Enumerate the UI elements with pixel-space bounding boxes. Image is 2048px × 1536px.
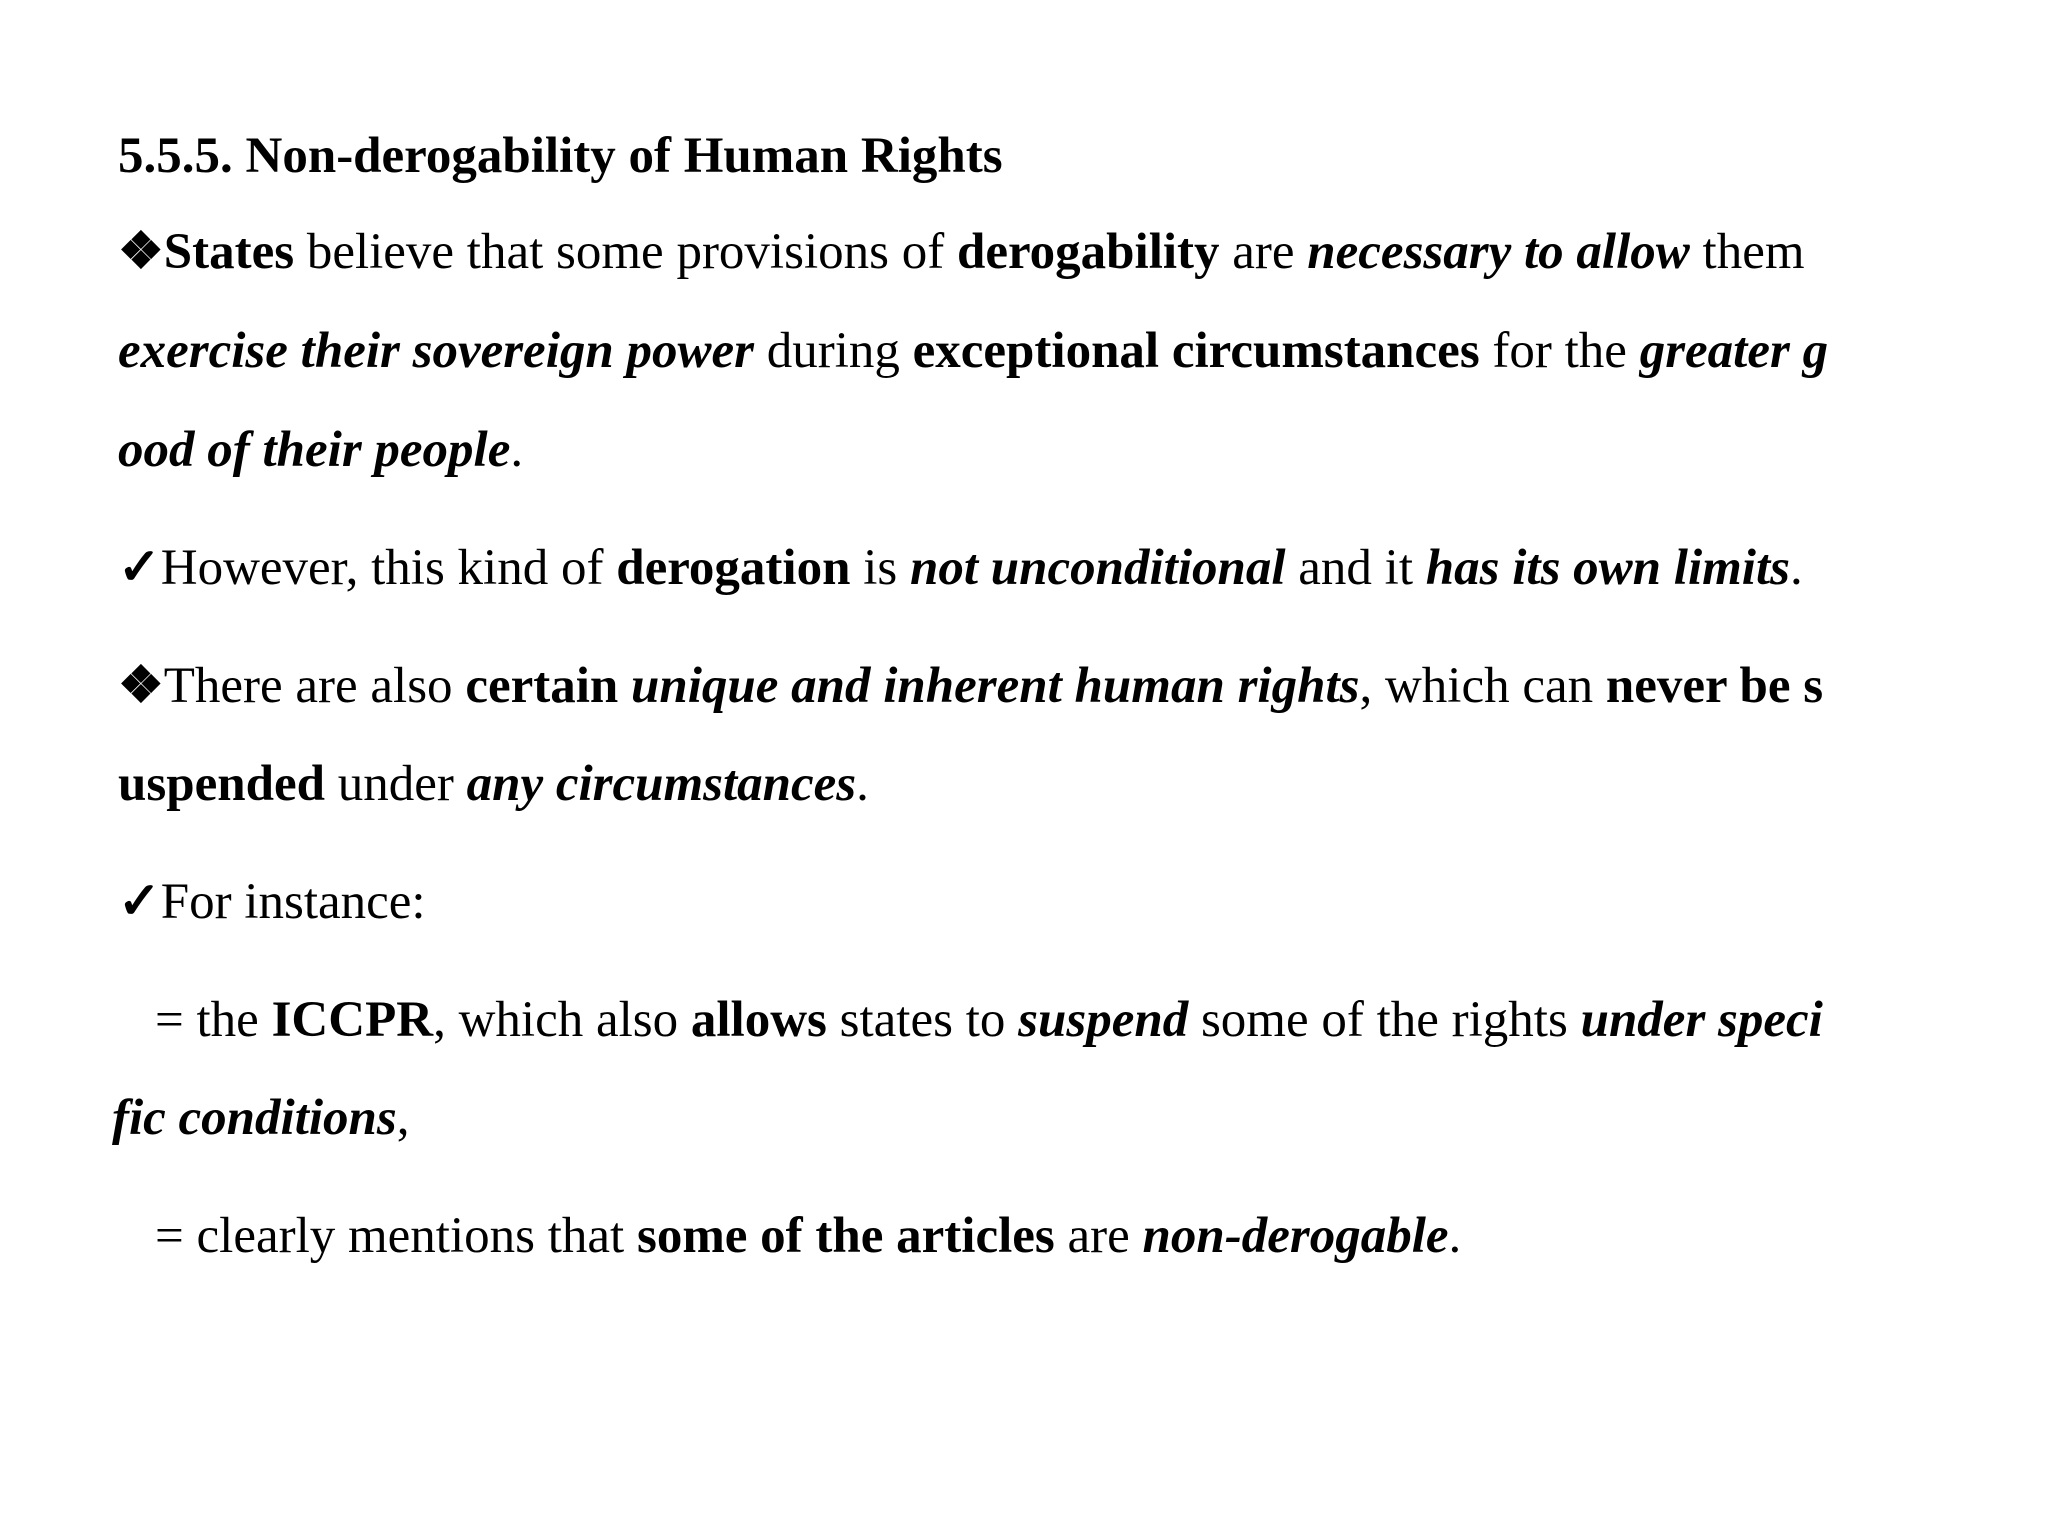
text-run <box>618 658 631 714</box>
text-run: . <box>1448 1208 1462 1264</box>
text-run: is <box>850 540 910 596</box>
text-run: during <box>753 323 913 379</box>
checkmark-bullet-icon: ✓ <box>118 540 161 596</box>
paragraph-1-line-3 <box>118 420 523 480</box>
text-run: some of the rights <box>1188 992 1581 1048</box>
text-states: States <box>163 224 295 280</box>
text-run: . <box>1790 540 1803 596</box>
section-heading <box>118 126 1003 186</box>
text-some-of-the-articles: some of the articles <box>636 1208 1055 1264</box>
paragraph-1-line-2 <box>118 321 1828 381</box>
text-non-derogable: non-derogable <box>1142 1208 1449 1264</box>
diamond-bullet-icon: ❖ <box>118 224 164 280</box>
text-never-be-suspended-part2: uspended <box>118 756 325 812</box>
text-run: states to <box>826 992 1019 1048</box>
text-never-be-suspended-part1: never be s <box>1605 658 1824 714</box>
paragraph-6-line-1 <box>155 1206 1461 1266</box>
text-unique-inherent-rights: unique and inherent human rights <box>631 658 1360 714</box>
text-certain: certain <box>465 658 619 714</box>
text-run: are <box>1219 224 1308 280</box>
text-under-specific-conditions-part1: under speci <box>1580 992 1823 1048</box>
text-iccpr: ICCPR <box>271 992 434 1048</box>
section-heading-text: 5.5.5. Non-derogability of Human Rights <box>118 128 1003 184</box>
text-run: are <box>1054 1208 1143 1264</box>
text-allows: allows <box>690 992 827 1048</box>
text-suspend: suspend <box>1018 992 1189 1048</box>
text-run: There are also <box>163 658 466 714</box>
checkmark-bullet-icon: ✓ <box>118 874 161 930</box>
text-run: , <box>396 1090 410 1146</box>
text-derogability: derogability <box>956 224 1220 280</box>
text-for-instance: For instance: <box>160 874 426 930</box>
text-not-unconditional: not unconditional <box>909 540 1286 596</box>
text-greater-good-part1: greater g <box>1639 323 1829 379</box>
text-run: . <box>856 756 869 812</box>
text-under-specific-conditions-part2: fic conditions <box>112 1090 397 1146</box>
paragraph-1-line-1 <box>118 222 1805 282</box>
paragraph-3-line-2 <box>118 754 869 814</box>
diamond-bullet-icon: ❖ <box>118 658 164 714</box>
text-any-circumstances: any circumstances <box>466 756 857 812</box>
text-has-its-own-limits: has its own limits <box>1425 540 1790 596</box>
text-run: under <box>324 756 467 812</box>
text-run: However, this kind of <box>160 540 617 596</box>
paragraph-2-line-1 <box>118 538 1803 598</box>
text-derogation: derogation <box>616 540 851 596</box>
text-run: = clearly mentions that <box>155 1208 637 1264</box>
text-run: believe that some provisions of <box>294 224 957 280</box>
text-run: and it <box>1285 540 1426 596</box>
text-greater-good-part2: ood of their people <box>118 422 511 478</box>
text-run: , which also <box>433 992 691 1048</box>
text-exceptional-circumstances: exceptional circumstances <box>912 323 1480 379</box>
text-run: = the <box>155 992 272 1048</box>
text-exercise-sovereign-power: exercise their sovereign power <box>118 323 754 379</box>
paragraph-4-line-1 <box>118 872 426 932</box>
paragraph-5-line-2 <box>112 1088 410 1148</box>
paragraph-5-line-1 <box>155 990 1823 1050</box>
text-run: them <box>1689 224 1805 280</box>
paragraph-3-line-1 <box>118 656 1823 716</box>
text-run: , which can <box>1359 658 1606 714</box>
text-necessary-to-allow: necessary to allow <box>1307 224 1690 280</box>
text-run: . <box>510 422 524 478</box>
text-run: for the <box>1479 323 1640 379</box>
